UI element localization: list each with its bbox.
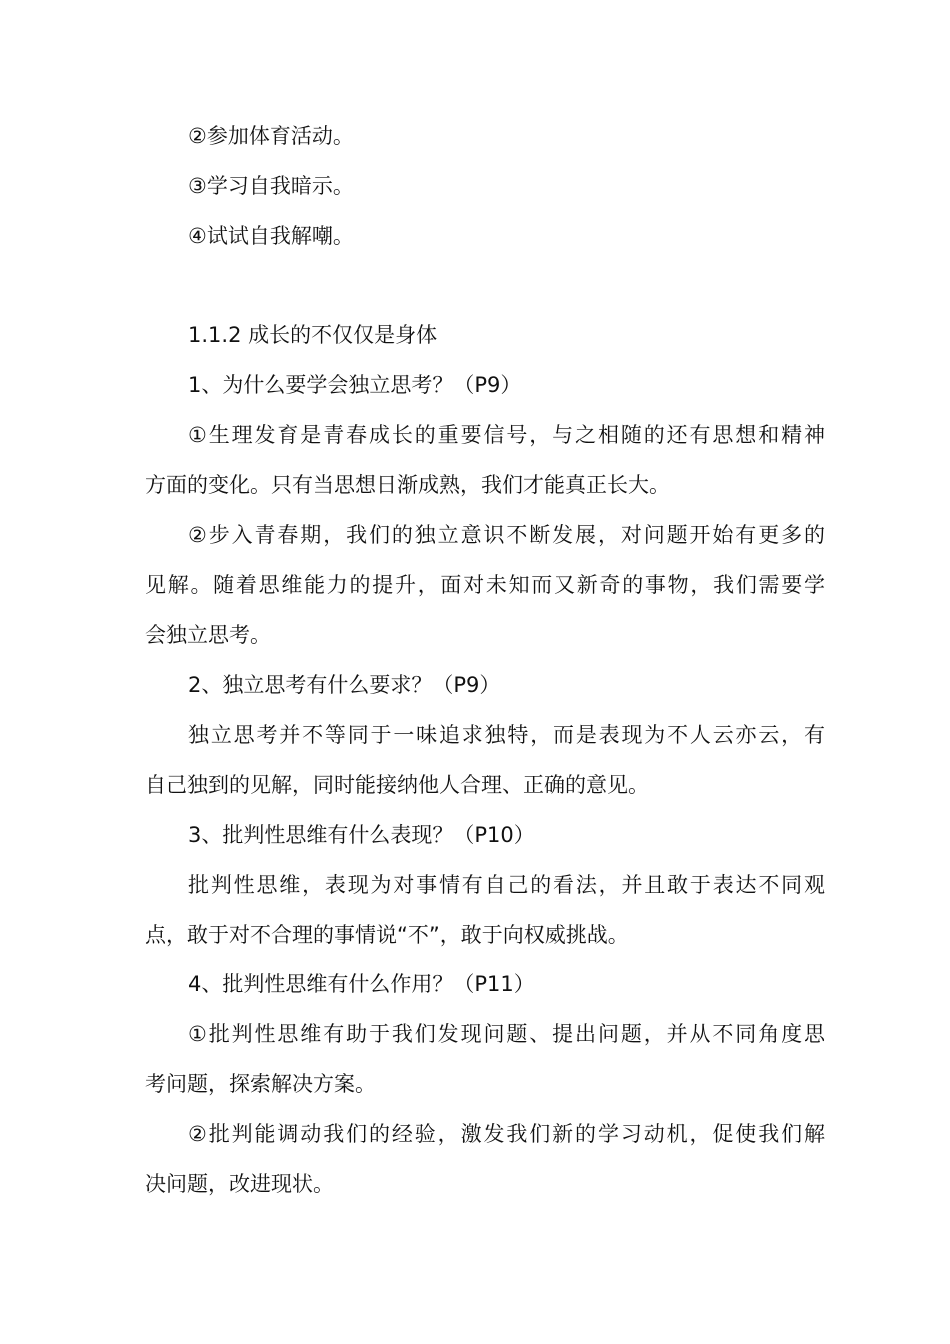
- answer-1-point-2-line-2: 见解。随着思维能力的提升，面对未知而又新奇的事物，我们需要学: [145, 573, 825, 597]
- answer-2-line-2: 自己独到的见解，同时能接纳他人合理、正确的意见。: [145, 773, 649, 797]
- question-4: 4、批判性思维有什么作用？（P11）: [188, 972, 535, 996]
- section-heading: 1.1.2 成长的不仅仅是身体: [188, 323, 438, 347]
- answer-4-point-2-line-2: 决问题，改进现状。: [145, 1172, 334, 1196]
- answer-4-point-2-line-1: ②批判能调动我们的经验，激发我们新的学习动机，促使我们解: [188, 1122, 825, 1146]
- list-item-sport: ②参加体育活动。: [188, 124, 354, 148]
- answer-3-line-2: 点，敢于对不合理的事情说“不”，敢于向权威挑战。: [145, 923, 629, 947]
- list-item-self-mockery: ④试试自我解嘲。: [188, 224, 354, 248]
- question-3: 3、批判性思维有什么表现？（P10）: [188, 823, 535, 847]
- answer-1-point-1-line-2: 方面的变化。只有当思想日渐成熟，我们才能真正长大。: [145, 473, 670, 497]
- answer-3-line-1: 批判性思维，表现为对事情有自己的看法，并且敢于表达不同观: [188, 873, 825, 897]
- answer-1-point-2-line-3: 会独立思考。: [145, 623, 271, 647]
- question-1: 1、为什么要学会独立思考？（P9）: [188, 373, 522, 397]
- answer-4-point-1-line-2: 考问题，探索解决方案。: [145, 1072, 376, 1096]
- answer-1-point-1-line-1: ①生理发育是青春成长的重要信号，与之相随的还有思想和精神: [188, 423, 825, 447]
- question-2: 2、独立思考有什么要求？（P9）: [188, 673, 501, 697]
- answer-2-line-1: 独立思考并不等同于一味追求独特，而是表现为不人云亦云，有: [188, 723, 825, 747]
- list-item-self-suggestion: ③学习自我暗示。: [188, 174, 354, 198]
- answer-1-point-2-line-1: ②步入青春期，我们的独立意识不断发展，对问题开始有更多的: [188, 523, 825, 547]
- answer-4-point-1-line-1: ①批判性思维有助于我们发现问题、提出问题，并从不同角度思: [188, 1022, 825, 1046]
